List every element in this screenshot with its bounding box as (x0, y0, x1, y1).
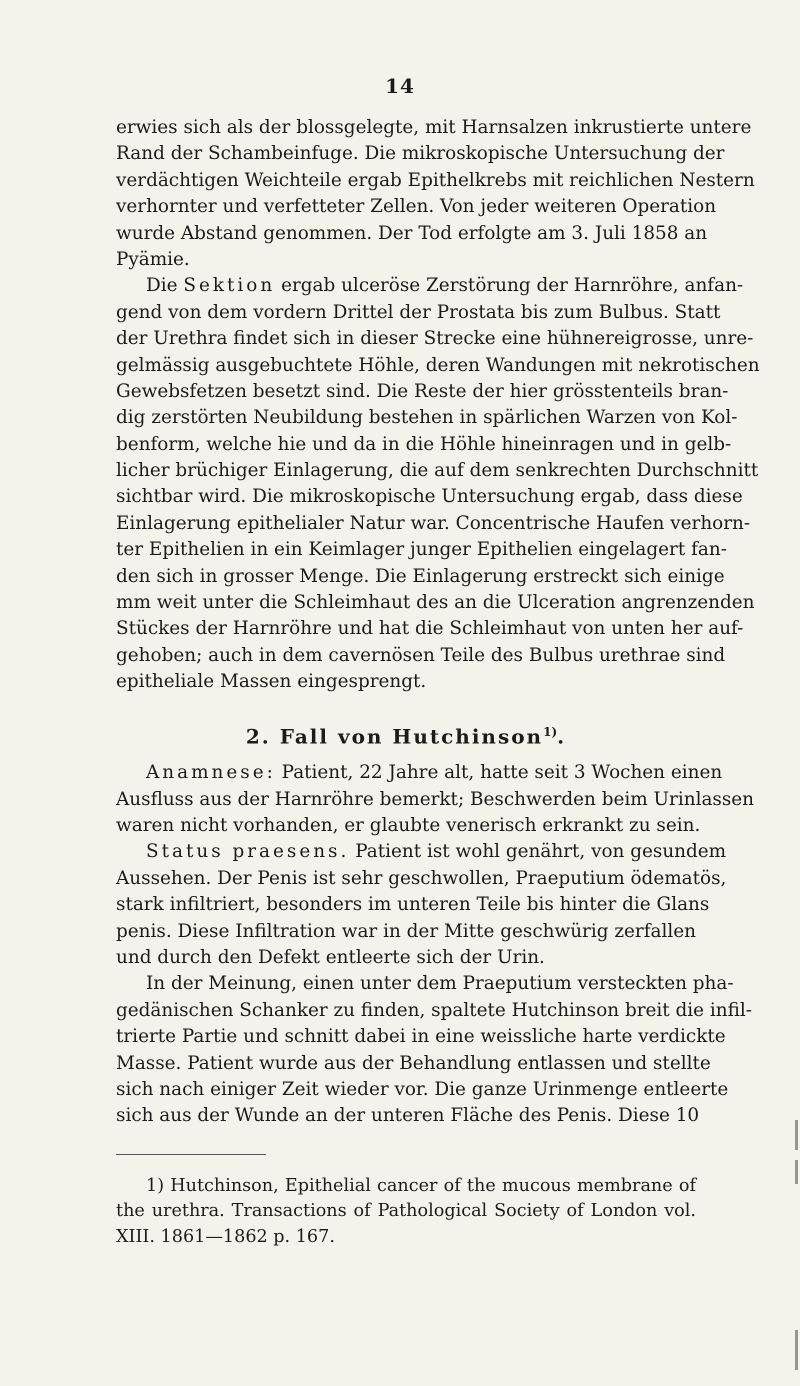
text-line: Aussehen. Der Penis ist sehr geschwollen, Praeputium ödematös, (116, 867, 727, 889)
text-fragment: Patient ist wohl genährt, von gesundem (355, 841, 727, 863)
text-line: und durch den Defekt entleerte sich der Urin. (116, 946, 545, 968)
text-line: den sich in grosser Menge. Die Einlagerung erstreckt sich einige (116, 565, 725, 587)
text-line: sich aus der Wunde an der unteren Fläche des Penis. Diese 10 (116, 1105, 700, 1127)
text-line: Stückes der Harnröhre und hat die Schleimhaut von unten her auf- (116, 618, 744, 640)
text-line: sichtbar wird. Die mikroskopische Untersuchung ergab, dass diese (116, 486, 743, 508)
text-line: Rand der Schambeinfuge. Die mikroskopische Untersuchung der (116, 143, 725, 165)
text-line (116, 760, 723, 786)
text-line: Gewebsfetzen besetzt sind. Die Reste der hier grösstenteils bran- (116, 380, 729, 402)
text-line: mm weit unter die Schleimhaut des an die Ulceration angrenzenden (116, 592, 755, 614)
text-line: epitheliale Massen eingesprengt. (116, 671, 427, 693)
text-fragment: ergab ulceröse Zerstörung der Harnröhre, anfan- (281, 275, 744, 297)
text-line: verdächtigen Weichteile ergab Epithelkrebs mit reichlichen Nestern (116, 169, 755, 191)
body-text (116, 115, 760, 1250)
footnote-line: XIII. 1861—1862 p. 167. (116, 1226, 335, 1247)
text-line: wurde Abstand genommen. Der Tod erfolgte am 3. Juli 1858 an (116, 222, 708, 244)
text-line (116, 839, 727, 865)
text-line: licher brüchiger Einlagerung, die auf dem senkrechten Durchschnitt (116, 460, 759, 482)
heading-number: 2. (245, 724, 271, 749)
text-line: erwies sich als der blossgelegte, mit Harnsalzen inkrustierte untere (116, 117, 752, 138)
text-line (116, 273, 744, 299)
section-heading (116, 718, 696, 751)
text-line: ter Epithelien in ein Keimlager junger Epithelien eingelagert fan- (116, 539, 727, 561)
scan-edge-mark (795, 1120, 798, 1150)
text-line: Pyämie. (116, 248, 190, 270)
heading-text: Fall von Hutchinson (279, 724, 544, 749)
text-line: penis. Diese Infiltration war in der Mitte geschwürig zerfallen (116, 920, 696, 942)
section-keyword: Sektion (183, 275, 276, 297)
text-line: waren nicht vorhanden, er glaubte venerisch erkrankt zu sein. (116, 815, 701, 837)
text-line: Masse. Patient wurde aus der Behandlung entlassen und stellte (116, 1052, 711, 1074)
text-line: In der Meinung, einen unter dem Praeputium versteckten pha- (146, 973, 734, 995)
footnote (116, 1174, 696, 1250)
text-line: gelmässig ausgebuchtete Höhle, deren Wandungen mit nekrotischen (116, 354, 760, 376)
heading-end: . (557, 724, 567, 749)
text-line: gedänischen Schanker zu finden, spaltete Hutchinson breit die infil- (116, 999, 753, 1021)
page-number: 14 (385, 74, 415, 98)
text-line: benform, welche hie und da in die Höhle hineinragen und in gelb- (116, 433, 732, 455)
text-line: sich nach einiger Zeit wieder vor. Die ganze Urinmenge entleerte (116, 1078, 729, 1100)
status-label: Status praesens. (146, 841, 350, 863)
text-line: stark infiltriert, besonders im unteren Teile bis hinter die Glans (116, 894, 710, 916)
paragraph-prefix: Die (146, 275, 178, 297)
text-line: der Urethra findet sich in dieser Strecke eine hühnereigrosse, unre- (116, 328, 754, 350)
text-line: trierte Partie und schnitt dabei in eine weissliche harte verdickte (116, 1026, 726, 1048)
text-line: Einlagerung epithelialer Natur war. Concentrische Haufen verhorn- (116, 512, 751, 534)
text-line: verhornter und verfetteter Zellen. Von jeder weiteren Operation (116, 196, 717, 218)
text-line: gehoben; auch in dem cavernösen Teile des Bulbus urethrae sind (116, 644, 726, 666)
scan-edge-mark (795, 1160, 798, 1184)
footnote-line: 1) Hutchinson, Epithelial cancer of the mucous membrane of (146, 1175, 696, 1196)
text-line: gend von dem vordern Drittel der Prostata bis zum Bulbus. Statt (116, 301, 721, 323)
footnote-line: the urethra. Transactions of Pathological Society of London vol. (116, 1201, 696, 1222)
text-line: dig zerstörten Neubildung bestehen in spärlichen Warzen von Kol- (116, 407, 738, 429)
text-line: Ausfluss aus der Harnröhre bemerkt; Beschwerden beim Urinlassen (116, 788, 755, 810)
footnote-rule (116, 1154, 266, 1156)
text-fragment: Patient, 22 Jahre alt, hatte seit 3 Wochen einen (281, 762, 723, 784)
anamnese-label: Anamnese: (146, 762, 276, 784)
footnote-reference: 1) (543, 724, 558, 739)
scan-edge-mark (795, 1330, 798, 1370)
